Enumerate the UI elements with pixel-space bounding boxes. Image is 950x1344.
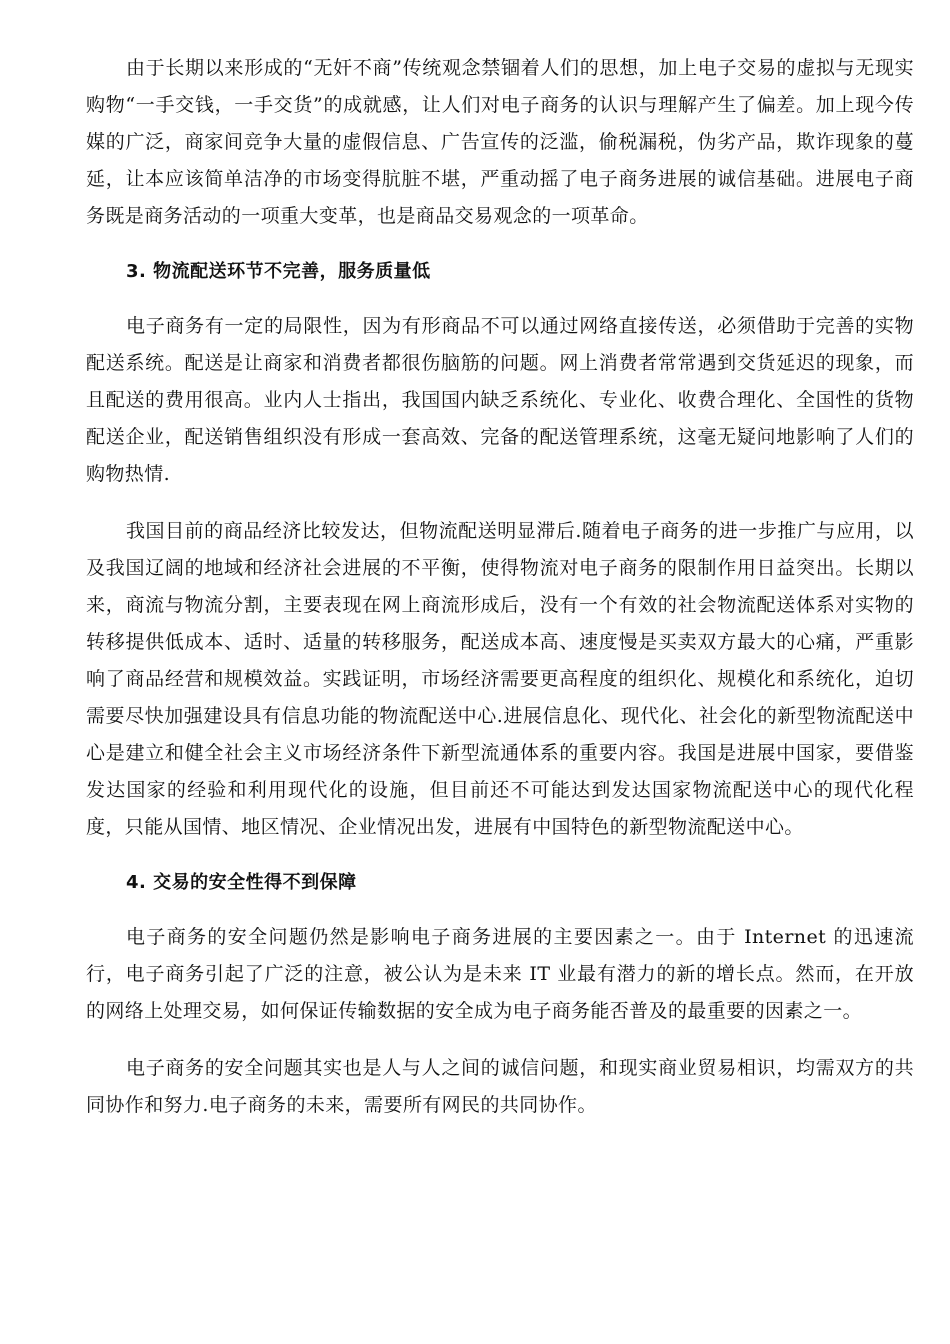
spacer xyxy=(86,493,914,513)
section-heading-logistics: 3. 物流配送环节不完善，服务质量低 xyxy=(126,261,431,282)
paragraph-logistics-limits: 电子商务有一定的局限性，因为有形商品不可以通过网络直接传送，必须借助于完善的实物配送系统。配送是让商家和消费者都很伤脑筋的问题。网上消费者常常遇到交货延迟的现象，而且配送的费用很高。业内人士指出，我国国内缺乏系统化、专业化、收费合理化、全国性的货物配送企业，配送销售组织没有形成一套高效、完备的配送管理系统，这毫无疑问地影响了人们的购物热情. xyxy=(86,315,914,485)
spacer xyxy=(86,901,914,919)
paragraph-logistics-development: 我国目前的商品经济比较发达，但物流配送明显滞后.随着电子商务的进一步推广与应用，以及我国辽阔的地域和经济社会进展的不平衡，使得物流对电子商务的限制作用日益突出。长期以来，商流与物流分割，主要表现在网上商流形成后，没有一个有效的社会物流配送体系对实物的转移提供低成本、适时、适量的转移服务，配送成本高、速度慢是买卖双方最大的心痛，严重影响了商品经营和规模效益。实践证明，市场经济需要更高程度的组织化、规模化和系统化，迫切需要尽快加强建设具有信息功能的物流配送中心.进展信息化、现代化、社会化的新型物流配送中心是建立和健全社会主义市场经济条件下新型流通体系的重要内容。我国是进展中国家，要借鉴发达国家的经验和利用现代化的设施，但目前还不可能达到发达国家物流配送中心的现代化程度，只能从国情、地区情况、企业情况出发，进展有中国特色的新型物流配送中心。 xyxy=(86,520,914,838)
paragraph-security-cooperation: 电子商务的安全问题其实也是人与人之间的诚信问题，和现实商业贸易相识，均需双方的共同协作和努力.电子商务的未来，需要所有网民的共同协作。 xyxy=(86,1057,914,1116)
paragraph-integrity-issue: 由于长期以来形成的“无奸不商”传统观念禁锢着人们的思想，加上电子交易的虚拟与无现实购物“一手交钱，一手交货”的成就感，让人们对电子商务的认识与理解产生了偏差。加上现今传媒的广泛，商家间竞争大量的虚假信息、广告宣传的泛滥，偷税漏税，伪劣产品，欺诈现象的蔓延，让本应该简单洁净的市场变得肮脏不堪，严重动摇了电子商务进展的诚信基础。进展电子商务既是商务活动的一项重大变革，也是商品交易观念的一项革命。 xyxy=(86,57,914,227)
spacer xyxy=(86,1030,914,1050)
spacer xyxy=(86,846,914,864)
paragraph-security-issue: 电子商务的安全问题仍然是影响电子商务进展的主要因素之一。由于 Internet 的迅速流行，电子商务引起了广泛的注意，被公认为是未来 IT 业最有潜力的新的增长点。然而，在开放的网络上处理交易，如何保证传输数据的安全成为电子商务能否普及的最重要的因素之一。 xyxy=(86,926,914,1022)
spacer xyxy=(86,235,914,253)
section-heading-security: 4. 交易的安全性得不到保障 xyxy=(126,872,357,893)
document-page xyxy=(86,50,914,1124)
spacer xyxy=(86,290,914,308)
